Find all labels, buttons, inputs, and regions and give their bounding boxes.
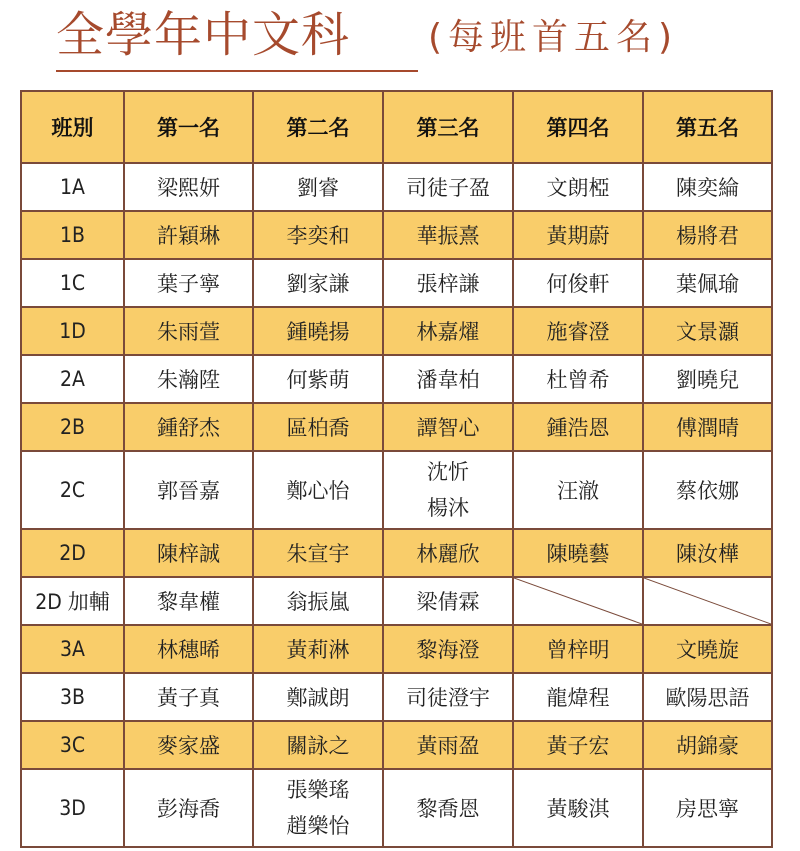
- table-row: [21, 529, 772, 577]
- table-header-row: [21, 91, 772, 163]
- student-name: 何俊軒: [513, 259, 643, 307]
- class-cell: 2C: [21, 451, 124, 529]
- student-name: 房思寧: [643, 769, 772, 847]
- class-cell: 2D: [21, 529, 124, 577]
- header-rank-2: 第二名: [253, 91, 383, 163]
- student-name: 麥家盛: [124, 721, 253, 769]
- table-row: [21, 451, 772, 529]
- student-name: 華振熹: [383, 211, 513, 259]
- student-name: 司徒澄宇: [383, 673, 513, 721]
- student-name: 朱宣宇: [253, 529, 383, 577]
- diagonal-slash-icon: [644, 578, 771, 624]
- student-name: 鍾舒杰: [124, 403, 253, 451]
- student-name: 黃期蔚: [513, 211, 643, 259]
- table-row: [21, 769, 772, 847]
- student-name: 胡錦豪: [643, 721, 772, 769]
- header-class: 班別: [21, 91, 124, 163]
- student-name: 郭晉嘉: [124, 451, 253, 529]
- student-name: 施睿澄: [513, 307, 643, 355]
- class-cell: 3C: [21, 721, 124, 769]
- student-name: 李奕和: [253, 211, 383, 259]
- student-name: 楊將君: [643, 211, 772, 259]
- table-row: [21, 673, 772, 721]
- student-name: 文曉旋: [643, 625, 772, 673]
- student-name: 葉子寧: [124, 259, 253, 307]
- diagonal-slash-icon: [514, 578, 642, 624]
- name-cell-multi: [253, 769, 383, 847]
- table-row: [21, 307, 772, 355]
- class-cell: 2A: [21, 355, 124, 403]
- table-row: [21, 721, 772, 769]
- class-cell: 3D: [21, 769, 124, 847]
- header-rank-5: 第五名: [643, 91, 772, 163]
- class-cell: 1D: [21, 307, 124, 355]
- table-row: [21, 211, 772, 259]
- student-name: 黎喬恩: [383, 769, 513, 847]
- page-title: 全學年中文科: [56, 7, 351, 63]
- student-name: 林麗欣: [383, 529, 513, 577]
- student-name: 汪澈: [513, 451, 643, 529]
- student-name: 傅潤晴: [643, 403, 772, 451]
- class-cell: 2D 加輔: [21, 577, 124, 625]
- student-name: 龍煒程: [513, 673, 643, 721]
- student-name: 朱雨萱: [124, 307, 253, 355]
- ranking-table: [20, 90, 773, 848]
- class-cell: 1B: [21, 211, 124, 259]
- student-name: 陳曉藝: [513, 529, 643, 577]
- name-cell-multi: [383, 451, 513, 529]
- class-cell: 1C: [21, 259, 124, 307]
- student-name: 何紫萌: [253, 355, 383, 403]
- student-name: 鄭心怡: [253, 451, 383, 529]
- title-underline: [56, 70, 418, 72]
- student-name: 曾梓明: [513, 625, 643, 673]
- student-name: 鄭誠朗: [253, 673, 383, 721]
- student-name: 趙樂怡: [286, 814, 350, 838]
- student-name: 林嘉燿: [383, 307, 513, 355]
- student-name: 黃駿淇: [513, 769, 643, 847]
- student-name: 鍾浩恩: [513, 403, 643, 451]
- student-name: 譚智心: [383, 403, 513, 451]
- page-subtitle: (每班首五名): [428, 17, 679, 58]
- table-body: [21, 163, 772, 847]
- student-name: 關詠之: [253, 721, 383, 769]
- student-name: 黎韋權: [124, 577, 253, 625]
- table-row: [21, 577, 772, 625]
- student-name: 文景灝: [643, 307, 772, 355]
- student-name: 歐陽思語: [643, 673, 772, 721]
- student-name: 葉佩瑜: [643, 259, 772, 307]
- header-rank-4: 第四名: [513, 91, 643, 163]
- student-name: 潘韋柏: [383, 355, 513, 403]
- student-name: 黃雨盈: [383, 721, 513, 769]
- student-name: 許穎琳: [124, 211, 253, 259]
- header-rank-3: 第三名: [383, 91, 513, 163]
- class-cell: 3B: [21, 673, 124, 721]
- student-name: 鍾曉揚: [253, 307, 383, 355]
- student-name: 林穗晞: [124, 625, 253, 673]
- student-name: 陳奕綸: [643, 163, 772, 211]
- student-name: 蔡依娜: [643, 451, 772, 529]
- student-name: 劉家謙: [253, 259, 383, 307]
- class-cell: 2B: [21, 403, 124, 451]
- empty-slashed-cell: [513, 577, 643, 625]
- student-name: 梁倩霖: [383, 577, 513, 625]
- student-name: 陳梓誠: [124, 529, 253, 577]
- student-name: 楊沐: [427, 496, 469, 520]
- table-row: [21, 163, 772, 211]
- student-name: 黎海澄: [383, 625, 513, 673]
- student-name: 彭海喬: [124, 769, 253, 847]
- title-block: [56, 0, 756, 80]
- student-name: 陳汝樺: [643, 529, 772, 577]
- student-name: 區柏喬: [253, 403, 383, 451]
- class-cell: 3A: [21, 625, 124, 673]
- table-row: [21, 259, 772, 307]
- student-name: 司徒子盈: [383, 163, 513, 211]
- table-row: [21, 625, 772, 673]
- student-name: 翁振嵐: [253, 577, 383, 625]
- header-rank-1: 第一名: [124, 91, 253, 163]
- student-name: 劉曉兒: [643, 355, 772, 403]
- empty-slashed-cell: [643, 577, 772, 625]
- student-name: 沈忻: [427, 460, 469, 484]
- class-cell: 1A: [21, 163, 124, 211]
- student-name: 黃子真: [124, 673, 253, 721]
- student-name: 文朗椏: [513, 163, 643, 211]
- table-row: [21, 355, 772, 403]
- student-name: 劉睿: [253, 163, 383, 211]
- student-name: 張樂瑤: [286, 778, 350, 802]
- student-name: 黃子宏: [513, 721, 643, 769]
- student-name: 張梓謙: [383, 259, 513, 307]
- table-row: [21, 403, 772, 451]
- student-name: 杜曾希: [513, 355, 643, 403]
- student-name: 梁熙妍: [124, 163, 253, 211]
- student-name: 黃莉淋: [253, 625, 383, 673]
- student-name: 朱瀚陞: [124, 355, 253, 403]
